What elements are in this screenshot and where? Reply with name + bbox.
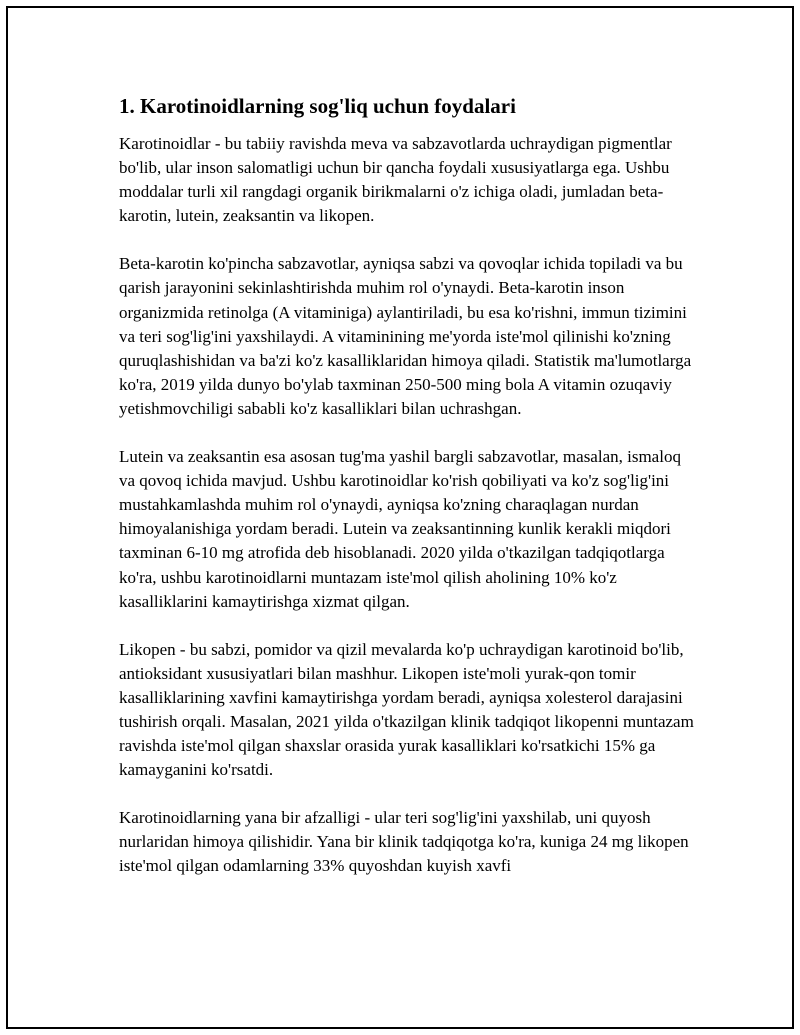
paragraph-lutein-zeaxanthin: Lutein va zeaksantin esa asosan tug'ma yashil bargli sabzavotlar, masalan, ismaloq va qovoq ichida mavjud. Ushbu karotinoidlar ko'rish qobiliyati va ko'z sog'lig'ini mustahkamlashda muhim rol o'ynaydi, ayniqsa ko'zning charaqlagan nurdan himoyalanishiga yordam beradi. Lutein va zeaksantinning kunlik kerakli miqdori taxminan 6-10 mg atrofida deb hisoblanadi. 2020 yilda o'tkazilgan tadqiqotlarga ko'ra, ushbu karotinoidlarni muntazam iste'mol qilish aholining 10% ko'z kasalliklarini kamaytirishga xizmat qilgan. — [119, 447, 681, 611]
paragraph-skin-benefits: Karotinoidlarning yana bir afzalligi - ular teri sog'lig'ini yaxshilab, uni quyosh nurlaridan himoya qilishidir. Yana bir klinik tadqiqotga ko'ra, kuniga 24 mg likopen iste'mol qilgan odamlarning 33% quyoshdan kuyish xavfi — [119, 808, 689, 876]
document-body — [119, 92, 699, 903]
paragraph-beta-carotene: Beta-karotin ko'pincha sabzavotlar, ayniqsa sabzi va qovoqlar ichida topiladi va bu qarish jarayonini sekinlashtirishda muhim rol o'ynaydi. Beta-karotin inson organizmida retinolga (A vitaminiga) aylantiriladi, bu esa ko'rishni, immun tizimini va teri sog'lig'ini yaxshilaydi. A vitaminining me'yorda iste'mol qilinishi ko'zning quruqlashishidan va ba'zi ko'z kasalliklaridan himoya qiladi. Statistik ma'lumotlarga ko'ra, 2019 yilda dunyo bo'ylab taxminan 250-500 ming bola A vitamin ozuqaviy yetishmovchiligi sababli ko'z kasalliklari bilan uchrashgan. — [119, 254, 692, 418]
paragraph-carotenoids-intro: Karotinoidlar - bu tabiiy ravishda meva va sabzavotlarda uchraydigan pigmentlar bo'lib, ular inson salomatligi uchun bir qancha foydali xususiyatlarga ega. Ushbu moddalar turli xil rangdagi organik birikmalarni o'z ichiga oladi, jumladan beta-karotin, lutein, zeaksantin va likopen. — [119, 134, 672, 226]
page-border — [6, 6, 794, 1029]
section-heading: 1. Karotinoidlarning sog'liq uchun foydalari — [119, 94, 516, 118]
paragraph-lycopene: Likopen - bu sabzi, pomidor va qizil mevalarda ko'p uchraydigan karotinoid bo'lib, antioksidant xususiyatlari bilan mashhur. Likopen iste'moli yurak-qon tomir kasalliklarining xavfini kamaytirishga yordam beradi, ayniqsa xolesterol darajasini tushirish orqali. Masalan, 2021 yilda o'tkazilgan klinik tadqiqot likopenni muntazam ravishda iste'mol qilgan shaxslar orasida yurak kasalliklari ko'rsatkichi 15% ga kamayganini ko'rsatdi. — [119, 639, 694, 780]
